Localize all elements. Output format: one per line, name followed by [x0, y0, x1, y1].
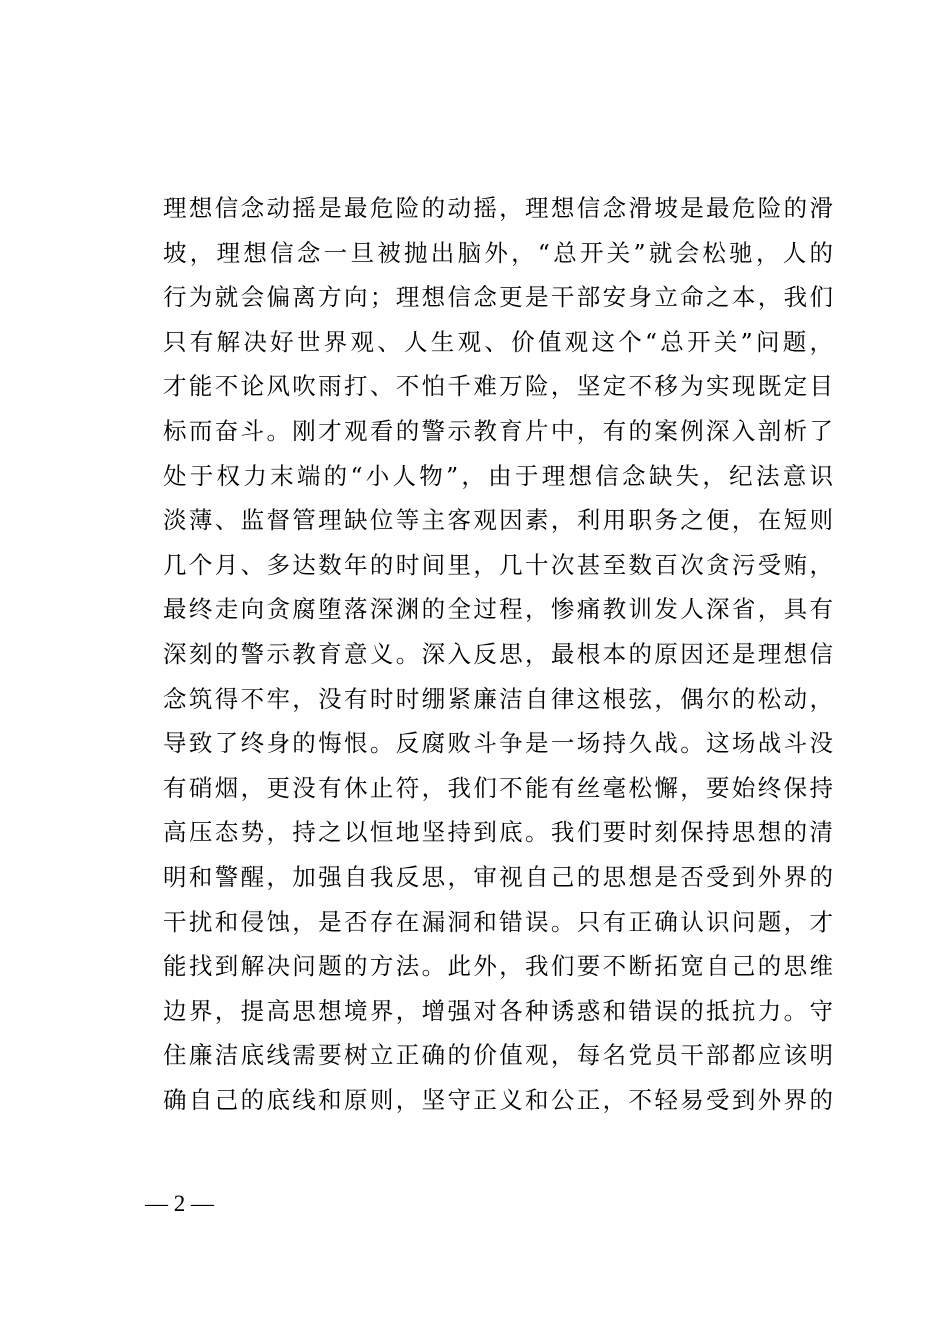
text-line: 干扰和侵蚀，是否存在漏洞和错误。只有正确认识问题，才 — [163, 907, 833, 936]
text-line: 最终走向贪腐堕落深渊的全过程，惨痛教训发人深省，具有 — [163, 595, 833, 624]
text-line: 几个月、多达数年的时间里，几十次甚至数百次贪污受贿， — [163, 550, 833, 579]
text-line: 只有解决好世界观、人生观、价值观这个“总开关”问题， — [163, 327, 833, 356]
text-line: 理想信念动摇是最危险的动摇，理想信念滑坡是最危险的滑 — [163, 194, 833, 222]
text-line: 高压态势，持之以恒地坚持到底。我们要时刻保持思想的清 — [163, 818, 833, 847]
text-line: 坡，理想信念一旦被抛出脑外，“总开关”就会松驰，人的 — [163, 238, 833, 267]
text-line: 边界，提高思想境界，增强对各种诱惑和错误的抵抗力。守 — [163, 996, 833, 1025]
text-line: 深刻的警示教育意义。深入反思，最根本的原因还是理想信 — [163, 639, 833, 668]
text-line: 能找到解决问题的方法。此外，我们要不断拓宽自己的思维 — [163, 952, 833, 981]
text-line: 才能不论风吹雨打、不怕千难万险，坚定不移为实现既定目 — [163, 372, 833, 401]
page-number: — 2 — — [145, 1191, 214, 1216]
text-line: 处于权力末端的“小人物”，由于理想信念缺失，纪法意识 — [163, 461, 833, 490]
text-line: 行为就会偏离方向；理想信念更是干部安身立命之本，我们 — [163, 283, 833, 312]
text-line: 淡薄、监督管理缺位等主客观因素，利用职务之便，在短则 — [163, 506, 833, 535]
text-line: 明和警醒，加强自我反思，审视自己的思想是否受到外界的 — [163, 862, 833, 891]
text-line: 有硝烟，更没有休止符，我们不能有丝毫松懈，要始终保持 — [163, 773, 833, 802]
text-line: 确自己的底线和原则，坚守正义和公正，不轻易受到外界的 — [163, 1085, 833, 1114]
text-line: 住廉洁底线需要树立正确的价值观，每名党员干部都应该明 — [163, 1041, 833, 1070]
text-line: 导致了终身的悔恨。反腐败斗争是一场持久战。这场战斗没 — [163, 729, 833, 758]
text-line: 念筑得不牢，没有时时绷紧廉洁自律这根弦，偶尔的松动， — [163, 684, 833, 713]
body-paragraph — [163, 186, 833, 1122]
text-line: 标而奋斗。刚才观看的警示教育片中，有的案例深入剖析了 — [163, 416, 833, 445]
